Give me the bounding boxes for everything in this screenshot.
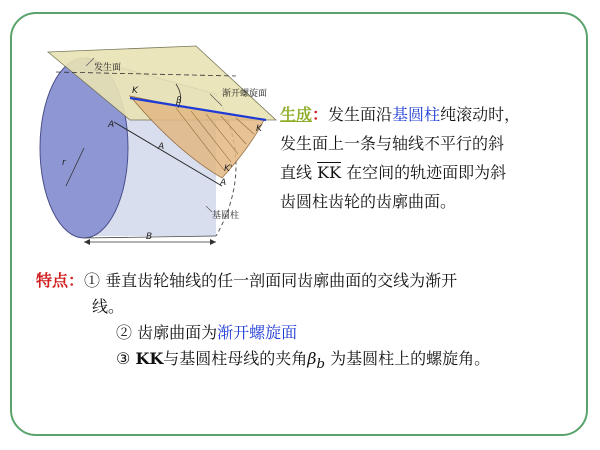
generation-line3-post: 在空间的轨迹面即为斜 bbox=[346, 163, 507, 182]
kk-overline: $\overline{KK}$ bbox=[317, 163, 342, 182]
features-label: 特点 bbox=[36, 271, 69, 290]
features-colon: ： bbox=[68, 271, 85, 290]
base-cylinder-term: 基圆柱 bbox=[392, 105, 441, 124]
feature-3-marker: ③ bbox=[116, 349, 131, 368]
feature-3-beta: β bbox=[307, 349, 317, 368]
point-k-right: K bbox=[256, 124, 262, 134]
generation-line3-pre: 直线 bbox=[280, 163, 313, 182]
feature-1-text: 垂直齿轮轴线的任一剖面同齿廓曲面的交线为渐开 bbox=[105, 271, 458, 290]
involute-helicoid-label: 渐开螺旋面 bbox=[222, 89, 268, 99]
feature-2-text: 齿廓曲面为 bbox=[137, 323, 218, 342]
generation-line1-pre: 发生面沿 bbox=[328, 105, 393, 124]
point-a-3: A bbox=[220, 178, 227, 188]
feature-3-beta-sub: b bbox=[316, 357, 326, 373]
point-a-2: A bbox=[158, 142, 165, 152]
width-b-label: B bbox=[146, 232, 153, 242]
feature-3-mid: 与基圆柱母线的夹角 bbox=[163, 349, 308, 368]
generation-line-3 bbox=[280, 158, 580, 187]
feature-3-post: 为基圆柱上的螺旋角。 bbox=[330, 349, 491, 368]
generation-line-4: 齿圆柱齿轮的齿廓曲面。 bbox=[280, 192, 457, 211]
diagram-svg bbox=[26, 36, 288, 258]
point-a-1: A bbox=[108, 120, 115, 130]
feature-item-3 bbox=[36, 346, 576, 378]
generation-colon: ： bbox=[312, 105, 329, 124]
generation-label: 生成 bbox=[280, 105, 313, 124]
feature-item-2 bbox=[36, 320, 576, 346]
point-k-prime: K' bbox=[224, 164, 233, 174]
feature-item-1 bbox=[36, 268, 576, 294]
involute-helicoid-term: 渐开螺旋面 bbox=[217, 323, 298, 342]
feature-item-1-continued: 线。 bbox=[92, 297, 125, 316]
feature-3-kk: KK bbox=[135, 349, 164, 368]
beta-angle-label: β bbox=[176, 96, 182, 106]
involute-helicoid-diagram bbox=[26, 36, 288, 258]
radius-label: r bbox=[62, 158, 66, 168]
features-section bbox=[36, 268, 576, 378]
generation-line-2: 发生面上一条与轴线不平行的斜 bbox=[280, 134, 505, 153]
generation-line1-post: 纯滚动时， bbox=[440, 105, 521, 124]
feature-1-marker: ① bbox=[84, 271, 101, 290]
generation-line-1 bbox=[280, 100, 580, 129]
point-k-left: K bbox=[132, 86, 138, 96]
base-cylinder-label: 基圆柱 bbox=[212, 211, 240, 221]
feature-2-marker: ② bbox=[116, 323, 133, 342]
generating-plane-label: 发生面 bbox=[94, 63, 122, 73]
generation-description bbox=[280, 100, 580, 216]
